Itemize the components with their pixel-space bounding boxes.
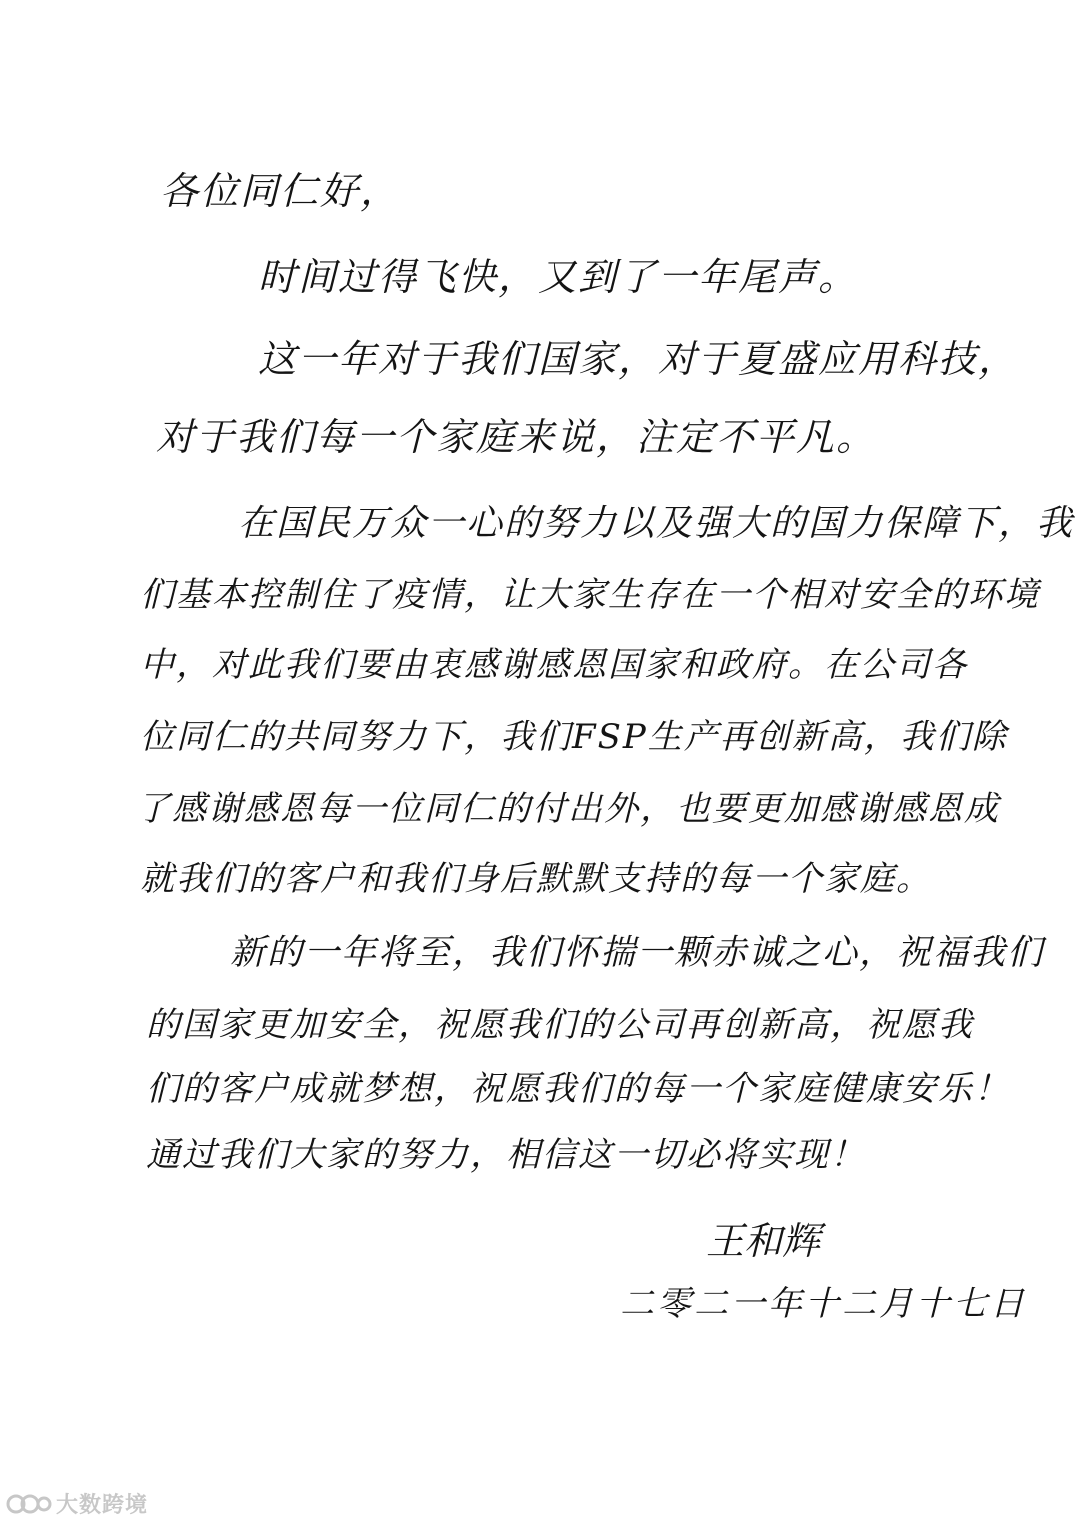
letter-paragraph-2-line-1: 这一年对于我们国家，对于夏盛应用科技，	[258, 337, 1019, 381]
letter-paragraph-3-line-1: 在国民万众一心的努力以及强大的国力保障下，我	[238, 503, 1075, 544]
letter-paragraph-4-line-3: 们的客户成就梦想，祝愿我们的每一个家庭健康安乐！	[146, 1069, 1010, 1109]
letter-paragraph-3-line-5: 了感谢感恩每一位同仁的付出外，也要更加感谢感恩成	[136, 789, 1000, 829]
letter-date: 二零二一年十二月十七日	[620, 1284, 1027, 1324]
letter-paragraph-2-line-2: 对于我们每一个家庭来说，注定不平凡。	[156, 415, 877, 459]
letter-paragraph-4-line-4: 通过我们大家的努力，相信这一切必将实现！	[146, 1135, 866, 1175]
letter-paragraph-3-line-2: 们基本控制住了疫情，让大家生存在一个相对安全的环境	[140, 575, 1040, 615]
letter-greeting: 各位同仁好，	[160, 169, 401, 213]
letter-paragraph-3-line-3: 中，对此我们要由衷感谢感恩国家和政府。在公司各	[140, 645, 968, 685]
letter-paragraph-3-line-6: 就我们的客户和我们身后默默支持的每一个家庭。	[140, 859, 932, 899]
dashuju-logo-icon	[6, 1490, 52, 1518]
letter-paragraph-4-line-2: 的国家更加安全，祝愿我们的公司再创新高，祝愿我	[146, 1005, 974, 1045]
watermark	[6, 1488, 148, 1519]
letter-paragraph-4-line-1: 新的一年将至，我们怀揣一颗赤诚之心，祝福我们	[230, 933, 1045, 973]
letter-signature: 王和辉	[706, 1219, 821, 1263]
watermark-text: 大数跨境	[56, 1493, 149, 1518]
letter-paragraph-3-line-4: 位同仁的共同努力下，我们FSP生产再创新高，我们除	[140, 717, 1008, 757]
letter-paragraph-1-line-1: 时间过得飞快，又到了一年尾声。	[258, 255, 859, 299]
